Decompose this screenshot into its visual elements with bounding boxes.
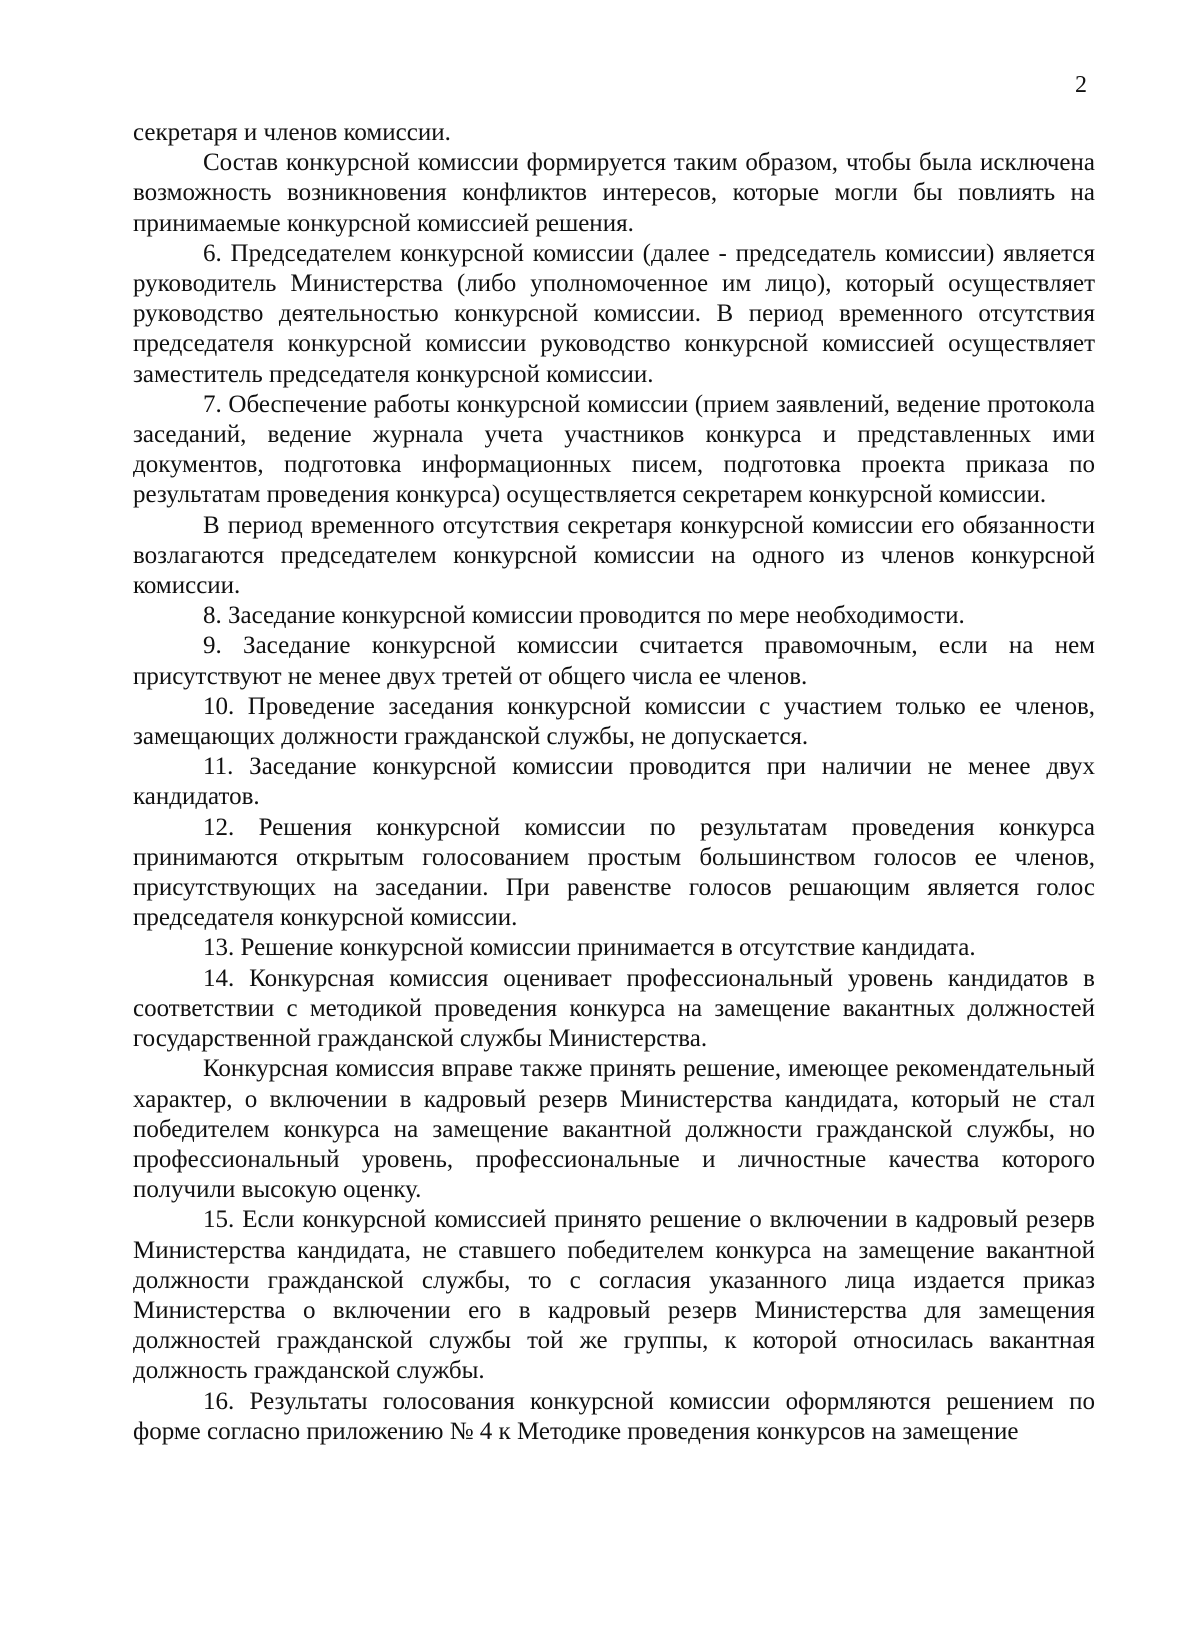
paragraph-continuation: секретаря и членов комиссии. [133,119,451,146]
paragraph-6: 6. Председателем конкурсной комиссии (далее - председатель комиссии) является руководитель Министерства (либо уполномоченное им лицо), который осуществляет руководство деятельностью конкурсной комиссии. В период временного отсутствия председателя конкурсной комиссии руководство конкурсной комиссией осуществляет заместитель председателя конкурсной комиссии. [133,239,1095,388]
paragraph-15: 15. Если конкурсной комиссией принято решение о включении в кадровый резерв Министерства кандидата, не ставшего победителем конкурса на замещение вакантной должности гражданской службы, то с согласия указанного лица издается приказ Министерства о включении его в кадровый резерв Министерства для замещения должностей гражданской службы той же группы, к которой относилась вакантная должность гражданской службы. [133,1206,1095,1385]
paragraph-commission-composition: Состав конкурсной комиссии формируется таким образом, чтобы была исключена возможность возникновения конфликтов интересов, которые могли бы повлиять на принимаемые конкурсной комиссией решения. [133,149,1095,237]
paragraph-8: 8. Заседание конкурсной комиссии проводится по мере необходимости. [203,602,965,630]
paragraph-13: 13. Решение конкурсной комиссии принимается в отсутствие кандидата. [203,934,976,962]
paragraph-9: 9. Заседание конкурсной комиссии считается правомочным, если на нем присутствуют не менее двух третей от общего числа ее членов. [133,632,1095,690]
paragraph-secretary-absence: В период временного отсутствия секретаря конкурсной комиссии его обязанности возлагаются председателем конкурсной комиссии на одного из членов конкурсной комиссии. [133,511,1095,600]
paragraph-14: 14. Конкурсная комиссия оценивает профессиональный уровень кандидатов в соответствии с методикой проведения конкурса на замещение вакантных должностей государственной гражданской службы Министерства. [133,964,1095,1053]
paragraph-7: 7. Обеспечение работы конкурсной комиссии (прием заявлений, ведение протокола заседаний, ведение журнала учета участников конкурса и представленных ими документов, подготовка информационных писем, подготовка проекта приказа по результатам проведения конкурса) осуществляется секретарем конкурсной комиссии. [133,390,1095,509]
paragraph-reserve-decision: Конкурсная комиссия вправе также принять решение, имеющее рекомендательный характер, о включении в кадровый резерв Министерства кандидата, который не стал победителем конкурса на замещение вакантной должности гражданской службы, но профессиональный уровень, профессиональные и личностные качества которого получили высокую оценку. [133,1055,1095,1204]
paragraph-10: 10. Проведение заседания конкурсной комиссии с участием только ее членов, замещающих должности гражданской службы, не допускается. [133,692,1095,751]
paragraph-16: 16. Результаты голосования конкурсной комиссии оформляются решением по форме согласно приложению № 4 к Методике проведения конкурсов на замещение [133,1387,1095,1445]
page-number: 2 [1075,72,1087,98]
paragraph-12: 12. Решения конкурсной комиссии по результатам проведения конкурса принимаются открытым голосованием простым большинством голосов ее членов, присутствующих на заседании. При равенстве голосов решающим является голос председателя конкурсной комиссии. [133,813,1095,932]
document-body [133,118,1095,1447]
paragraph-11: 11. Заседание конкурсной комиссии проводится при наличии не менее двух кандидатов. [133,753,1095,811]
